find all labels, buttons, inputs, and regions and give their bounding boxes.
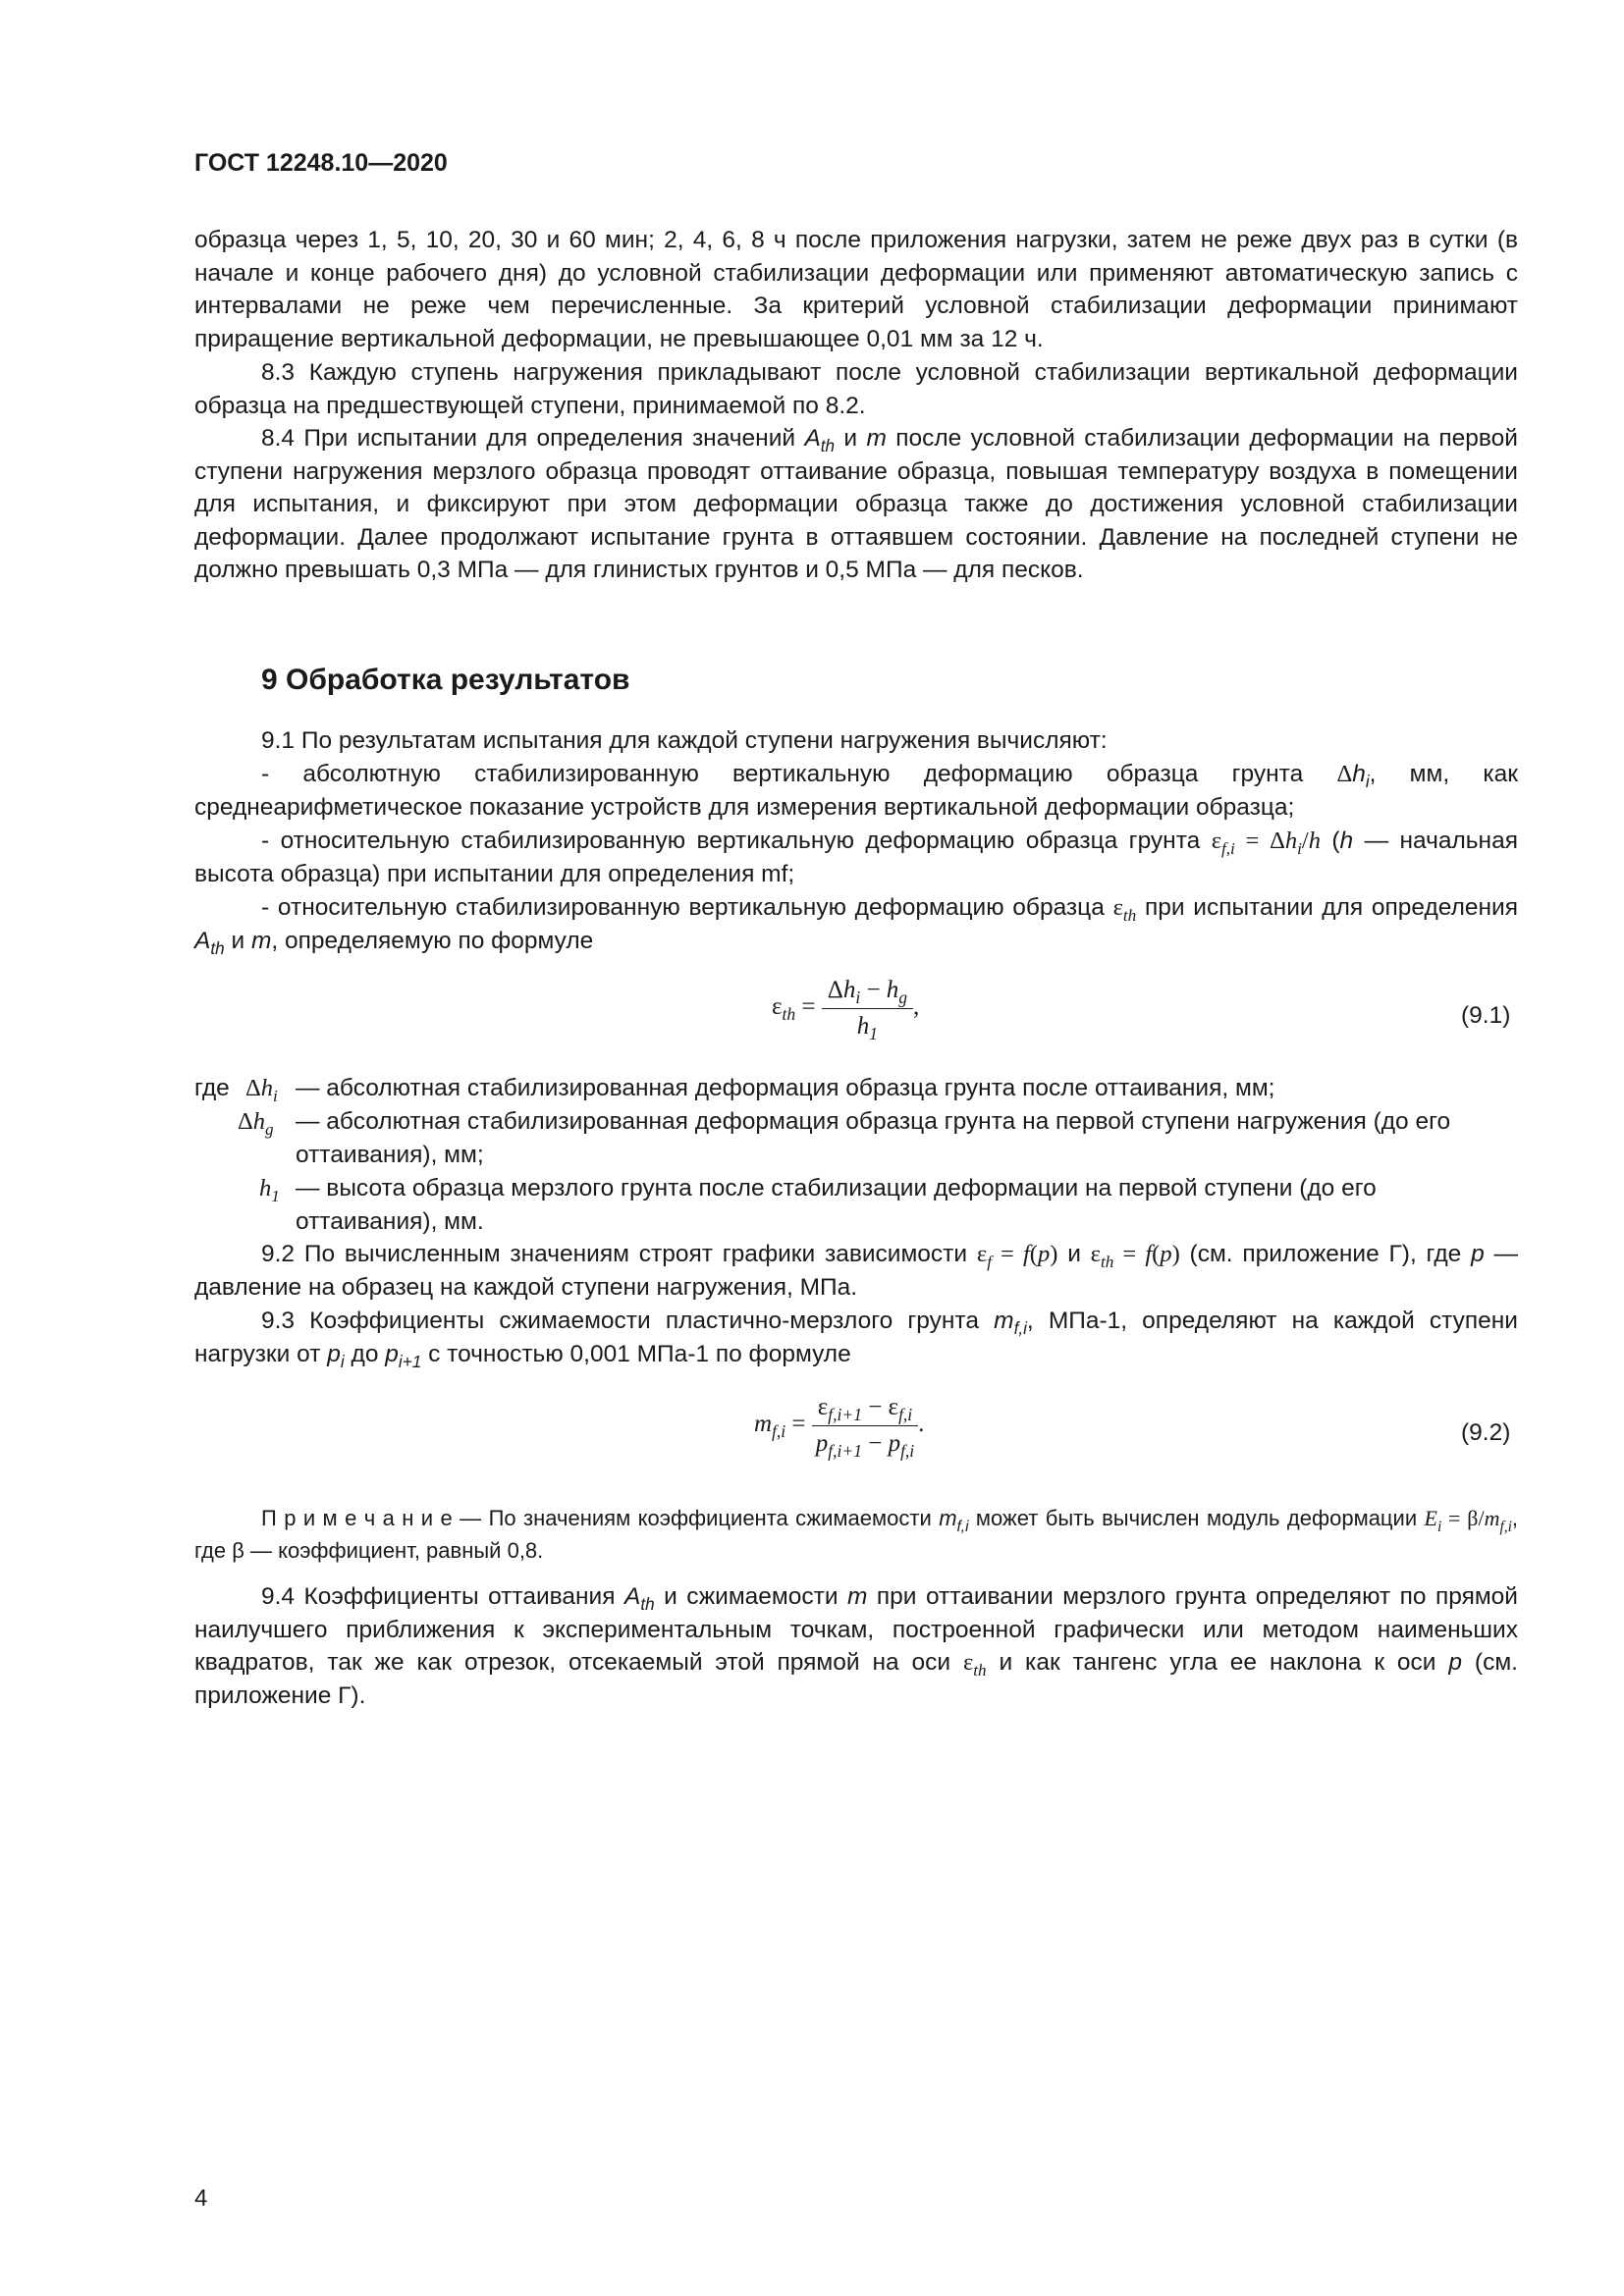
document-header: ГОСТ 12248.10—2020 <box>194 149 448 177</box>
section-title: 9 Обработка результатов <box>261 664 630 696</box>
paragraph-8-3: 8.3 Каждую ступень нагружения прикладывают после условной стабилизации вертикальной деформации образца на предшествующей ступени, принимаемой по 8.2. <box>194 359 1518 419</box>
where-def-hi: — абсолютная стабилизированная деформация образца грунта после оттаивания, мм; <box>296 1075 1275 1101</box>
paragraph-9-4: 9.4 Коэффициенты оттаивания $A_{th}$ и сжимаемости m при оттаивании мерзлого грунта определяют по прямой наилучшего приближения к экспериментальным точкам, построенной графически или методом наименьших квадратов, так же как отрезок, отсекаемый этой прямой на оси $\varepsilon_{th}$ и как тангенс угла ее наклона к оси p (см. приложение Г). <box>194 1583 1518 1709</box>
paragraph-9-1: 9.1 По результатам испытания для каждой ступени нагружения вычисляют: <box>261 727 1108 754</box>
equation-9-1: $\varepsilon_{th}$ = $\frac{\Delta h_i - h_g}{h_1}$ , <box>772 977 920 1043</box>
where-def-hg: — абсолютная стабилизированная деформация образца грунта на первой ступени нагружения (до его оттаивания), мм; <box>296 1108 1451 1168</box>
paragraph-9-3: 9.3 Коэффициенты сжимаемости пластично-мерзлого грунта $m_{f,i}$, МПа-1, определяют на каждой ступени нагрузки от $p_i$ до $p_{i+1}$ с точностью 0,001 МПа-1 по формуле <box>194 1308 1518 1371</box>
paragraph-9-2: 9.2 По вычисленным значениям строят графики зависимости $\varepsilon_f = f(p)$ и $\varepsilon_{th} = f(p)$ (см. приложение Г), где p — давление на образец на каждой ступени нагружения, МПа. <box>194 1241 1519 1301</box>
paragraph-8-4: 8.4 При испытании для определения значений $A_{th}$ и m после условной стабилизации деформации на первой ступени нагружения мерзлого образца проводят оттаивание образца, повышая температуру воздуха в помещении для испытания, и фиксируют при этом деформации образца также до достижения условной стабилизации деформации. Далее продолжают испытание грунта в оттаявшем состоянии. Давление на последней ступени не должно превышать 0,3 МПа — для глинистых грунтов и 0,5 МПа — для песков. <box>194 425 1518 583</box>
bullet-absolute-deformation: - абсолютную стабилизированную вертикальную деформацию образца грунта $\Delta h_i$, мм, как среднеарифметическое показание устройств для измерения вертикальной деформации образца; <box>194 761 1518 821</box>
bullet-relative-deformation-th: - относительную стабилизированную вертикальную деформацию образца $\varepsilon_{th}$ при испытании для определения $A_{th}$ и m, определяемую по формуле <box>194 894 1519 958</box>
where-label: где <box>194 1075 230 1101</box>
where-def-h1: — высота образца мерзлого грунта после стабилизации деформации на первой ступени (до его оттаивания), мм. <box>296 1175 1377 1235</box>
equation-number-9-2: (9.2) <box>1461 1419 1511 1446</box>
note: П р и м е ч а н и е — По значениям коэффициента сжимаемости $m_{f,i}$ может быть вычислен модуль деформации $E_i = \beta/m_{f,i}$, где β — коэффициент, равный 0,8. <box>194 1506 1518 1563</box>
where-definitions: где $\Delta h_i$ — абсолютная стабилизированная деформация образца грунта после оттаивания, мм; $\Delta h_g$ — абсолютная стабилизированная деформация образца грунта на первой ступени нагружения (до его оттаивания), мм; $h_1$ — высота образца мерзлого грунта после стабилизации деформации на первой ступени (до его оттаивания), мм. <box>194 1072 1520 1239</box>
equation-number-9-1: (9.1) <box>1461 1002 1511 1029</box>
paragraph-continuation: образца через 1, 5, 10, 20, 30 и 60 мин; 2, 4, 6, 8 ч после приложения нагрузки, затем не реже двух раз в сутки (в начале и конце рабочего дня) до условной стабилизации деформации или применяют автоматическую запись с интервалами не реже чем перечисленные. За критерий условной стабилизации деформации принимают приращение вертикальной деформации, не превышающее 0,01 мм за 12 ч. <box>194 227 1518 352</box>
equation-9-2: $m_{f,i}$ = $\frac{\varepsilon_{f,i+1} - \varepsilon_{f,i}}{p_{f,i+1} - p_{f,i}}$ . <box>754 1394 925 1461</box>
bullet-relative-deformation: - относительную стабилизированную вертикальную деформацию образца грунта $\varepsilon_{f,i} = \Delta h_i/h$ (h — начальная высота образца) при испытании для определения mf; <box>194 828 1518 887</box>
page-number: 4 <box>194 2185 208 2212</box>
